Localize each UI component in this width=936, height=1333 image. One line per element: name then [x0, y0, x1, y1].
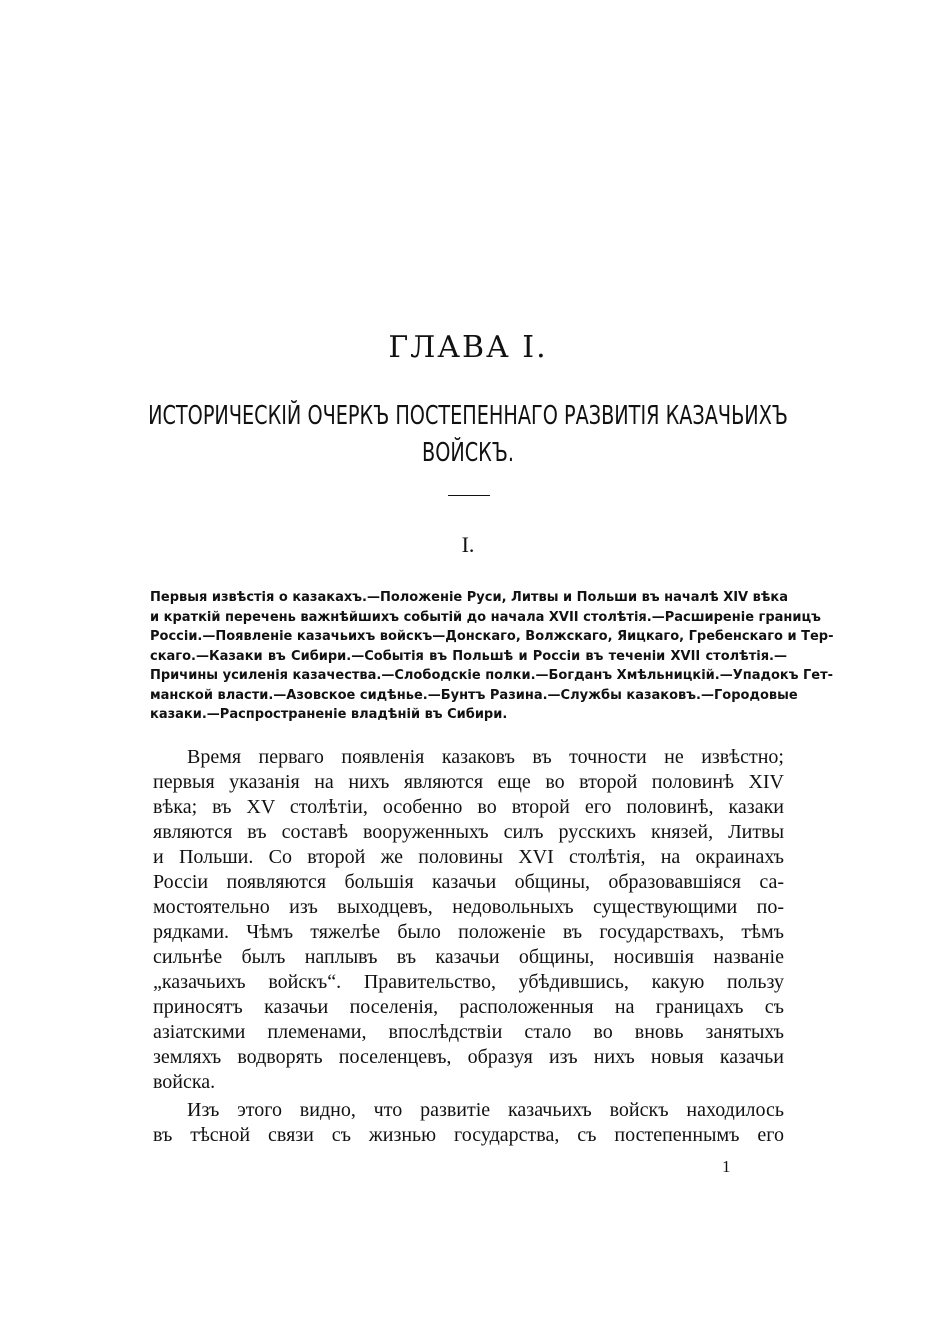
- title-divider: [448, 495, 490, 496]
- text-line: Время перваго появленія казаковъ въ точности не извѣстно;: [187, 746, 784, 768]
- text-line: являются въ составѣ вооруженныхъ силъ русскихъ князей, Литвы: [153, 821, 784, 843]
- summary-line: манской власти.—Азовское сидѣнье.—Бунтъ Разина.—Службы казаковъ.—Городовые: [150, 687, 798, 703]
- text-line: азіатскими племенами, впослѣдствіи стало во вновь занятыхъ: [153, 1021, 784, 1043]
- text-line: Изъ этого видно, что развитіе казачьихъ войскъ находилось: [187, 1099, 784, 1121]
- summary-line: казаки.—Распространеніе владѣній въ Сибири.: [150, 707, 508, 722]
- subtitle-line: ИСТОРИЧЕСКІЙ ОЧЕРКЪ ПОСТЕПЕННАГО РАЗВИТІЯ КАЗАЧЬИХЪ: [148, 401, 788, 431]
- text-line: войска.: [153, 1071, 216, 1093]
- text-line: вѣка; въ XV столѣтіи, особенно во второй его половинѣ, казаки: [153, 796, 784, 818]
- subtitle-line: ВОЙСКЪ.: [422, 438, 514, 468]
- section-number: I.: [461, 532, 475, 557]
- text-line: первыя указанія на нихъ являются еще во второй половинѣ XIV: [153, 771, 784, 793]
- summary-line: Россіи.—Появленіе казачьихъ войскъ—Донскаго, Волжскаго, Яицкаго, Гребенскаго и Тер-: [150, 629, 834, 644]
- text-line: и Польши. Со второй же половины XVI столѣтія, на окраинахъ: [153, 846, 784, 868]
- text-line: земляхъ водворять поселенцевъ, образуя изъ нихъ новыя казачьи: [153, 1046, 784, 1068]
- text-line: Россіи появляются большія казачьи общины, образовавшіяся са-: [153, 871, 784, 893]
- text-line: мостоятельно изъ выходцевъ, недовольныхъ существующими по-: [153, 896, 784, 918]
- body-text: [153, 745, 784, 1148]
- text-line: рядками. Чѣмъ тяжелѣе было положеніе въ государствахъ, тѣмъ: [153, 921, 784, 943]
- text-line: сильнѣе былъ наплывъ въ казачьи общины, носившія названіе: [153, 946, 784, 968]
- text-line: въ тѣсной связи съ жизнью государства, съ постепеннымъ его: [153, 1124, 784, 1146]
- paragraph: [153, 1098, 784, 1148]
- chapter-summary: [150, 588, 834, 725]
- summary-line: Причины усиленія казачества.—Слободскіе полки.—Богданъ Хмѣльницкій.—Упадокъ Гет-: [150, 668, 834, 683]
- summary-line: скаго.—Казаки въ Сибири.—Событія въ Польшѣ и Россіи въ теченіи XVII столѣтія.—: [150, 648, 787, 664]
- summary-line: Первыя извѣстія о казакахъ.—Положеніе Руси, Литвы и Польши въ началѣ XIV вѣка: [150, 590, 789, 605]
- summary-line: и краткій перечень важнѣйшихъ событій до начала XVII столѣтія.—Расширеніе границъ: [150, 609, 821, 625]
- chapter-subtitle: [122, 398, 815, 472]
- paragraph: [153, 745, 784, 1095]
- text-line: приносятъ казачьи поселенія, расположенныя на границахъ съ: [153, 996, 784, 1018]
- chapter-title: ГЛАВА I.: [388, 330, 548, 365]
- page-number: 1: [722, 1157, 731, 1176]
- text-line: „казачьихъ войскъ“. Правительство, убѣдившись, какую пользу: [153, 971, 784, 993]
